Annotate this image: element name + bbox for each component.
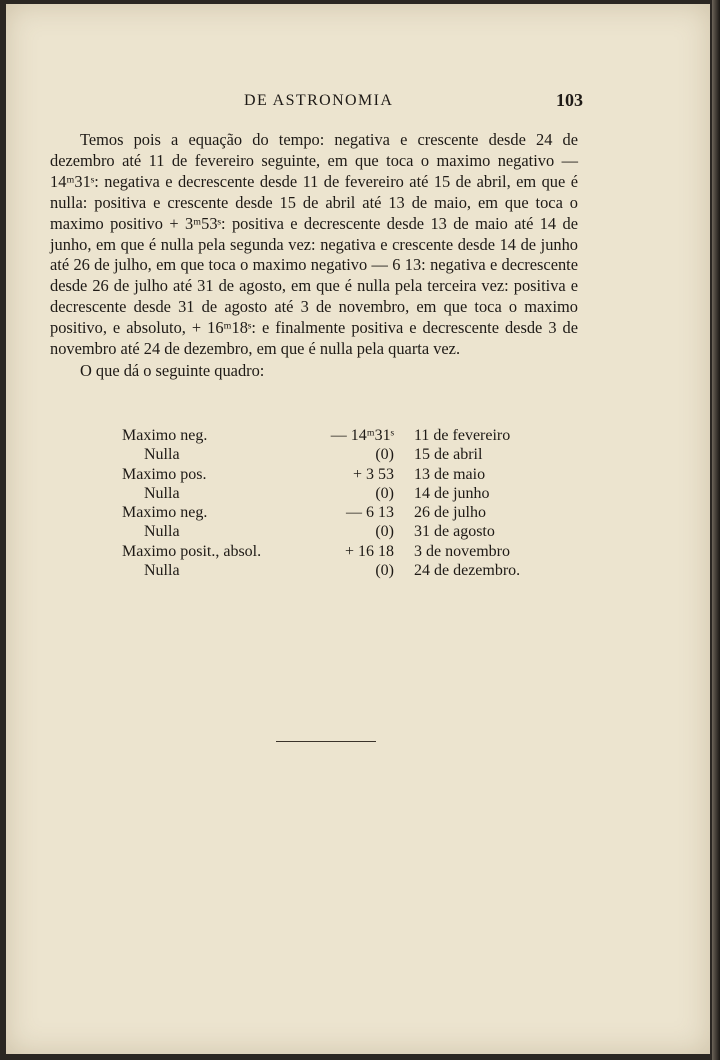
row-date: 26 de julho — [414, 504, 486, 522]
row-date: 24 de dezembro. — [414, 562, 521, 580]
row-date: 31 de agosto — [414, 523, 495, 541]
row-label: Maximo neg. — [122, 427, 208, 444]
section-divider — [276, 741, 376, 742]
row-value: — 6 13 — [346, 504, 394, 522]
row-label: Nulla — [144, 446, 180, 464]
row-label: Nulla — [144, 562, 180, 580]
table-row — [122, 522, 562, 541]
equation-of-time-table — [122, 426, 562, 580]
row-label: Nulla — [144, 523, 180, 541]
row-value: (0) — [375, 523, 394, 541]
main-paragraph: Temos pois a equação do tempo: negativa e crescente desde 24 de dezembro até 11 de fevereiro seguinte, em que toca o maximo negativo — 14ᵐ31ˢ: negativa e decrescente desde 11 de fevereiro até 15 de abril, em que é nulla: positiva e crescente desde 15 de abril até 13 de maio, em que toca o maximo positivo + 3ᵐ53ˢ: positiva e decrescente desde 13 de maio até 14 de junho, em que é nulla pela segunda vez: negativa e crescente desde 14 de junho até 26 de julho, em que toca o maximo negativo — 6 13: negativa e decrescente desde 26 de julho até 31 de agosto, em que é nulla pela terceira vez: positiva e decrescente desde 31 de agosto até 3 de novembro, em que toca o maximo positivo, e absoluto, + 16ᵐ18ˢ: e finalmente positiva e decrescente desde 3 de novembro até 24 de dezembro, em que é nulla pela quarta vez. — [50, 130, 578, 359]
table-row — [122, 484, 562, 503]
row-date: 13 de maio — [414, 465, 486, 483]
table-row — [122, 542, 562, 561]
body-text — [50, 130, 578, 382]
row-date: 3 de novembro — [414, 542, 510, 560]
table-lead-in: O que dá o seguinte quadro: — [80, 360, 265, 380]
row-label: Maximo neg. — [122, 504, 208, 522]
row-value: (0) — [375, 484, 394, 502]
table-row — [122, 465, 562, 484]
running-head: DE ASTRONOMIA — [244, 92, 394, 109]
table-row — [122, 503, 562, 522]
row-label: Maximo posit., absol. — [122, 542, 262, 560]
row-value: + 16 18 — [344, 542, 394, 560]
row-value: + 3 53 — [352, 465, 394, 483]
row-value: (0) — [375, 562, 394, 580]
row-date: 14 de junho — [414, 484, 490, 502]
row-date: 11 de fevereiro — [414, 427, 511, 444]
table-row — [122, 561, 562, 580]
book-page — [6, 4, 710, 1054]
table-row — [122, 445, 562, 464]
row-date: 15 de abril — [414, 446, 483, 464]
page-number: 103 — [556, 90, 583, 110]
row-value: (0) — [375, 446, 394, 464]
table-row — [122, 426, 562, 445]
row-label: Maximo pos. — [122, 465, 207, 483]
row-label: Nulla — [144, 484, 180, 502]
row-value: — 14ᵐ31ˢ — [330, 427, 394, 444]
page-edge — [712, 0, 720, 1060]
